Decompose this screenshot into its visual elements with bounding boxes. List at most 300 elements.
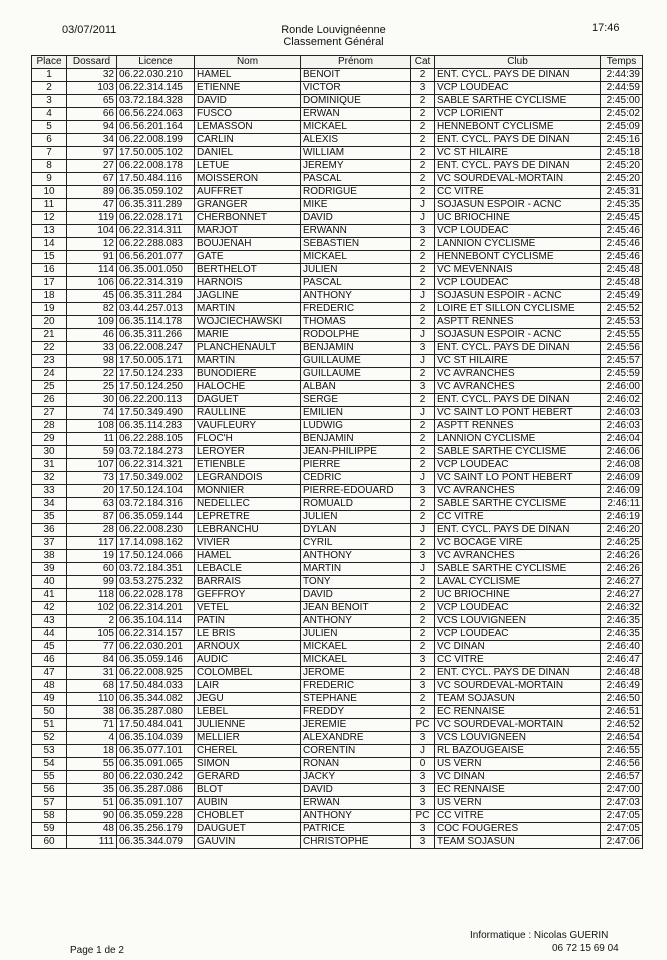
table-row (32, 108, 643, 121)
cell-licence: 03.44.257.013 (117, 303, 195, 316)
cell-prenom: JEAN-PHILIPPE (301, 446, 411, 459)
cell-dossard: 66 (67, 108, 117, 121)
table-row (32, 784, 643, 797)
table-row (32, 550, 643, 563)
cell-prenom: RONAN (301, 758, 411, 771)
table-row (32, 238, 643, 251)
cell-club: UC BRIOCHINE (435, 589, 601, 602)
table-row (32, 147, 643, 160)
cell-licence: 06.22.008.925 (117, 667, 195, 680)
table-row (32, 433, 643, 446)
cell-nom: LE BRIS (195, 628, 301, 641)
table-row (32, 576, 643, 589)
cell-prenom: FREDERIC (301, 303, 411, 316)
table-row (32, 95, 643, 108)
cell-nom: CHOBLET (195, 810, 301, 823)
cell-club: ENT. CYCL. PAYS DE DINAN (435, 667, 601, 680)
cell-place: 20 (32, 316, 67, 329)
cell-cat: PC (411, 810, 435, 823)
cell-place: 24 (32, 368, 67, 381)
cell-nom: BOUJENAH (195, 238, 301, 251)
table-row (32, 641, 643, 654)
cell-dossard: 27 (67, 160, 117, 173)
cell-cat: 3 (411, 550, 435, 563)
cell-nom: ETIENNE (195, 82, 301, 95)
cell-cat: 0 (411, 758, 435, 771)
cell-dossard: 73 (67, 472, 117, 485)
table-row (32, 355, 643, 368)
cell-licence: 06.35.059.144 (117, 511, 195, 524)
cell-dossard: 20 (67, 485, 117, 498)
cell-cat: 2 (411, 498, 435, 511)
cell-cat: 2 (411, 147, 435, 160)
table-row (32, 472, 643, 485)
cell-prenom: CYRIL (301, 537, 411, 550)
cell-prenom: MICKAEL (301, 654, 411, 667)
cell-cat: 2 (411, 459, 435, 472)
cell-place: 56 (32, 784, 67, 797)
cell-temps: 2:46:09 (601, 472, 643, 485)
header-row (32, 56, 643, 69)
cell-dossard: 99 (67, 576, 117, 589)
cell-prenom: EMILIEN (301, 407, 411, 420)
cell-prenom: ALEXIS (301, 134, 411, 147)
cell-dossard: 28 (67, 524, 117, 537)
cell-prenom: ANTHONY (301, 810, 411, 823)
cell-prenom: ROMUALD (301, 498, 411, 511)
col-licence: Licence (117, 56, 195, 69)
cell-licence: 06.35.104.114 (117, 615, 195, 628)
table-row (32, 680, 643, 693)
cell-place: 42 (32, 602, 67, 615)
cell-club: SOJASUN ESPOIR - ACNC (435, 290, 601, 303)
cell-nom: HAMEL (195, 550, 301, 563)
cell-prenom: ERWAN (301, 108, 411, 121)
cell-prenom: DAVID (301, 212, 411, 225)
cell-club: HENNEBONT CYCLISME (435, 121, 601, 134)
cell-temps: 2:45:55 (601, 329, 643, 342)
cell-place: 41 (32, 589, 67, 602)
cell-cat: 3 (411, 836, 435, 849)
cell-temps: 2:47:00 (601, 784, 643, 797)
cell-club: VCP LOUDEAC (435, 277, 601, 290)
cell-place: 9 (32, 173, 67, 186)
cell-temps: 2:44:59 (601, 82, 643, 95)
cell-temps: 2:45:48 (601, 264, 643, 277)
cell-place: 4 (32, 108, 67, 121)
cell-dossard: 119 (67, 212, 117, 225)
cell-temps: 2:45:18 (601, 147, 643, 160)
cell-cat: 2 (411, 420, 435, 433)
cell-place: 3 (32, 95, 67, 108)
table-row (32, 537, 643, 550)
cell-cat: J (411, 524, 435, 537)
cell-place: 8 (32, 160, 67, 173)
cell-club: SOJASUN ESPOIR - ACNC (435, 199, 601, 212)
cell-prenom: PASCAL (301, 277, 411, 290)
cell-prenom: MIKE (301, 199, 411, 212)
cell-prenom: MICKAEL (301, 641, 411, 654)
cell-licence: 06.22.200.113 (117, 394, 195, 407)
cell-club: LANNION CYCLISME (435, 433, 601, 446)
cell-club: TEAM SOJASUN (435, 693, 601, 706)
table-row (32, 836, 643, 849)
cell-temps: 2:45:49 (601, 290, 643, 303)
table-row (32, 173, 643, 186)
cell-dossard: 89 (67, 186, 117, 199)
cell-dossard: 77 (67, 641, 117, 654)
cell-nom: HAMEL (195, 69, 301, 82)
cell-prenom: LUDWIG (301, 420, 411, 433)
cell-place: 55 (32, 771, 67, 784)
table-row (32, 459, 643, 472)
cell-licence: 06.56.201.077 (117, 251, 195, 264)
cell-licence: 06.35.256.179 (117, 823, 195, 836)
col-temps: Temps (601, 56, 643, 69)
cell-licence: 06.22.030.242 (117, 771, 195, 784)
cell-dossard: 51 (67, 797, 117, 810)
cell-dossard: 19 (67, 550, 117, 563)
cell-prenom: RODRIGUE (301, 186, 411, 199)
cell-nom: PLANCHENAULT (195, 342, 301, 355)
cell-temps: 2:46:08 (601, 459, 643, 472)
cell-prenom: JEAN BENOIT (301, 602, 411, 615)
cell-place: 19 (32, 303, 67, 316)
cell-club: UC BRIOCHINE (435, 212, 601, 225)
cell-prenom: JULIEN (301, 511, 411, 524)
cell-club: VC DINAN (435, 641, 601, 654)
cell-licence: 06.22.008.199 (117, 134, 195, 147)
cell-temps: 2:45:20 (601, 160, 643, 173)
cell-place: 54 (32, 758, 67, 771)
cell-dossard: 110 (67, 693, 117, 706)
cell-nom: JEGU (195, 693, 301, 706)
cell-place: 2 (32, 82, 67, 95)
cell-place: 22 (32, 342, 67, 355)
cell-club: LOIRE ET SILLON CYCLISME (435, 303, 601, 316)
cell-dossard: 47 (67, 199, 117, 212)
cell-licence: 03.72.184.328 (117, 95, 195, 108)
cell-club: VC ST HILAIRE (435, 147, 601, 160)
cell-place: 1 (32, 69, 67, 82)
cell-temps: 2:46:20 (601, 524, 643, 537)
cell-club: VC SAINT LO PONT HEBERT (435, 407, 601, 420)
cell-cat: 3 (411, 823, 435, 836)
cell-place: 10 (32, 186, 67, 199)
cell-licence: 06.22.008.247 (117, 342, 195, 355)
cell-place: 33 (32, 485, 67, 498)
cell-prenom: BENOIT (301, 69, 411, 82)
cell-licence: 17.14.098.162 (117, 537, 195, 550)
cell-temps: 2:45:46 (601, 238, 643, 251)
cell-cat: 2 (411, 264, 435, 277)
table-row (32, 615, 643, 628)
table-row (32, 810, 643, 823)
cell-nom: COLOMBEL (195, 667, 301, 680)
cell-cat: J (411, 355, 435, 368)
cell-temps: 2:46:26 (601, 563, 643, 576)
cell-temps: 2:46:50 (601, 693, 643, 706)
cell-temps: 2:46:52 (601, 719, 643, 732)
cell-dossard: 33 (67, 342, 117, 355)
cell-dossard: 46 (67, 329, 117, 342)
cell-prenom: JULIEN (301, 628, 411, 641)
table-row (32, 485, 643, 498)
cell-place: 14 (32, 238, 67, 251)
table-row (32, 251, 643, 264)
cell-club: VCP LOUDEAC (435, 82, 601, 95)
cell-club: VC DINAN (435, 771, 601, 784)
cell-dossard: 94 (67, 121, 117, 134)
cell-cat: J (411, 472, 435, 485)
cell-licence: 17.50.124.104 (117, 485, 195, 498)
cell-cat: 2 (411, 95, 435, 108)
cell-cat: J (411, 199, 435, 212)
cell-licence: 17.50.349.002 (117, 472, 195, 485)
table-row (32, 394, 643, 407)
cell-temps: 2:46:00 (601, 381, 643, 394)
cell-cat: 2 (411, 134, 435, 147)
cell-temps: 2:46:32 (601, 602, 643, 615)
cell-licence: 06.22.288.083 (117, 238, 195, 251)
cell-dossard: 60 (67, 563, 117, 576)
cell-cat: 2 (411, 121, 435, 134)
cell-prenom: RODOLPHE (301, 329, 411, 342)
cell-club: ENT. CYCL. PAYS DE DINAN (435, 160, 601, 173)
cell-dossard: 4 (67, 732, 117, 745)
cell-nom: ARNOUX (195, 641, 301, 654)
cell-club: ASPTT RENNES (435, 316, 601, 329)
cell-nom: PATIN (195, 615, 301, 628)
cell-prenom: DAVID (301, 589, 411, 602)
table-row (32, 706, 643, 719)
cell-club: US VERN (435, 758, 601, 771)
cell-licence: 17.50.484.033 (117, 680, 195, 693)
cell-licence: 06.35.344.082 (117, 693, 195, 706)
cell-prenom: CEDRIC (301, 472, 411, 485)
cell-nom: GERARD (195, 771, 301, 784)
cell-temps: 2:46:54 (601, 732, 643, 745)
cell-nom: SIMON (195, 758, 301, 771)
cell-prenom: PIERRE-EDOUARD (301, 485, 411, 498)
cell-place: 36 (32, 524, 67, 537)
cell-prenom: GUILLAUME (301, 355, 411, 368)
cell-club: VC AVRANCHES (435, 381, 601, 394)
cell-prenom: VICTOR (301, 82, 411, 95)
cell-cat: 3 (411, 732, 435, 745)
cell-cat: 3 (411, 485, 435, 498)
table-row (32, 160, 643, 173)
cell-cat: 2 (411, 641, 435, 654)
cell-place: 50 (32, 706, 67, 719)
cell-place: 28 (32, 420, 67, 433)
cell-dossard: 80 (67, 771, 117, 784)
cell-club: ENT. CYCL. PAYS DE DINAN (435, 394, 601, 407)
cell-licence: 06.35.091.065 (117, 758, 195, 771)
cell-temps: 2:45:35 (601, 199, 643, 212)
cell-temps: 2:46:11 (601, 498, 643, 511)
cell-club: ENT. CYCL. PAYS DE DINAN (435, 69, 601, 82)
cell-club: LAVAL CYCLISME (435, 576, 601, 589)
cell-cat: J (411, 407, 435, 420)
cell-temps: 2:47:05 (601, 823, 643, 836)
cell-cat: J (411, 212, 435, 225)
cell-dossard: 30 (67, 394, 117, 407)
cell-licence: 06.22.030.210 (117, 69, 195, 82)
cell-licence: 03.53.275.232 (117, 576, 195, 589)
cell-nom: MARTIN (195, 303, 301, 316)
cell-licence: 06.35.077.101 (117, 745, 195, 758)
cell-nom: GEFFROY (195, 589, 301, 602)
cell-temps: 2:46:55 (601, 745, 643, 758)
cell-place: 32 (32, 472, 67, 485)
cell-place: 13 (32, 225, 67, 238)
cell-dossard: 90 (67, 810, 117, 823)
cell-place: 43 (32, 615, 67, 628)
cell-dossard: 105 (67, 628, 117, 641)
cell-club: VC AVRANCHES (435, 485, 601, 498)
table-row (32, 303, 643, 316)
cell-dossard: 103 (67, 82, 117, 95)
cell-place: 7 (32, 147, 67, 160)
cell-place: 60 (32, 836, 67, 849)
cell-prenom: WILLIAM (301, 147, 411, 160)
cell-temps: 2:46:35 (601, 628, 643, 641)
cell-licence: 06.35.311.289 (117, 199, 195, 212)
table-row (32, 732, 643, 745)
table-row (32, 719, 643, 732)
cell-dossard: 32 (67, 69, 117, 82)
cell-licence: 06.35.311.284 (117, 290, 195, 303)
cell-cat: 3 (411, 680, 435, 693)
cell-temps: 2:46:57 (601, 771, 643, 784)
cell-nom: BUNODIERE (195, 368, 301, 381)
cell-cat: 3 (411, 381, 435, 394)
cell-nom: HARNOIS (195, 277, 301, 290)
cell-nom: BLOT (195, 784, 301, 797)
cell-cat: 3 (411, 784, 435, 797)
cell-dossard: 109 (67, 316, 117, 329)
cell-licence: 06.22.028.171 (117, 212, 195, 225)
cell-dossard: 31 (67, 667, 117, 680)
cell-nom: LEBRANCHU (195, 524, 301, 537)
cell-temps: 2:46:56 (601, 758, 643, 771)
cell-dossard: 82 (67, 303, 117, 316)
cell-cat: 2 (411, 316, 435, 329)
cell-club: CC VITRE (435, 511, 601, 524)
cell-prenom: ALEXANDRE (301, 732, 411, 745)
cell-temps: 2:45:46 (601, 251, 643, 264)
cell-temps: 2:45:57 (601, 355, 643, 368)
cell-place: 23 (32, 355, 67, 368)
cell-dossard: 22 (67, 368, 117, 381)
table-row (32, 498, 643, 511)
cell-club: ENT. CYCL. PAYS DE DINAN (435, 342, 601, 355)
cell-club: ENT. CYCL. PAYS DE DINAN (435, 524, 601, 537)
cell-club: HENNEBONT CYCLISME (435, 251, 601, 264)
table-row (32, 121, 643, 134)
cell-nom: MOISSERON (195, 173, 301, 186)
cell-cat: 3 (411, 771, 435, 784)
cell-place: 49 (32, 693, 67, 706)
cell-dossard: 91 (67, 251, 117, 264)
cell-nom: VAUFLEURY (195, 420, 301, 433)
cell-place: 15 (32, 251, 67, 264)
cell-licence: 06.35.059.146 (117, 654, 195, 667)
cell-cat: 2 (411, 186, 435, 199)
table-row (32, 589, 643, 602)
cell-cat: J (411, 290, 435, 303)
table-row (32, 758, 643, 771)
cell-temps: 2:46:47 (601, 654, 643, 667)
table-row (32, 199, 643, 212)
cell-cat: 2 (411, 173, 435, 186)
cell-temps: 2:45:45 (601, 212, 643, 225)
cell-place: 57 (32, 797, 67, 810)
cell-temps: 2:46:35 (601, 615, 643, 628)
cell-dossard: 107 (67, 459, 117, 472)
table-row (32, 667, 643, 680)
cell-nom: LEGRANDOIS (195, 472, 301, 485)
cell-prenom: PASCAL (301, 173, 411, 186)
cell-cat: 3 (411, 342, 435, 355)
cell-prenom: ERWAN (301, 797, 411, 810)
cell-dossard: 67 (67, 173, 117, 186)
cell-club: LANNION CYCLISME (435, 238, 601, 251)
table-row (32, 329, 643, 342)
cell-prenom: DYLAN (301, 524, 411, 537)
cell-nom: BARRAIS (195, 576, 301, 589)
cell-temps: 2:45:56 (601, 342, 643, 355)
cell-place: 25 (32, 381, 67, 394)
cell-prenom: GUILLAUME (301, 368, 411, 381)
table-row (32, 407, 643, 420)
cell-club: RL BAZOUGEAISE (435, 745, 601, 758)
cell-nom: FUSCO (195, 108, 301, 121)
cell-licence: 06.35.114.178 (117, 316, 195, 329)
cell-dossard: 65 (67, 95, 117, 108)
table-row (32, 628, 643, 641)
cell-place: 31 (32, 459, 67, 472)
cell-cat: 2 (411, 511, 435, 524)
cell-club: VCS LOUVIGNEEN (435, 615, 601, 628)
cell-licence: 06.35.344.079 (117, 836, 195, 849)
cell-dossard: 48 (67, 823, 117, 836)
cell-nom: WOJCIECHAWSKI (195, 316, 301, 329)
cell-club: ENT. CYCL. PAYS DE DINAN (435, 134, 601, 147)
table-row (32, 511, 643, 524)
cell-cat: J (411, 563, 435, 576)
cell-nom: MONNIER (195, 485, 301, 498)
cell-prenom: DAVID (301, 784, 411, 797)
cell-prenom: ANTHONY (301, 550, 411, 563)
cell-place: 11 (32, 199, 67, 212)
cell-nom: JULIENNE (195, 719, 301, 732)
table-row (32, 186, 643, 199)
cell-cat: 2 (411, 277, 435, 290)
cell-prenom: PATRICE (301, 823, 411, 836)
cell-licence: 06.22.314.201 (117, 602, 195, 615)
cell-prenom: STEPHANE (301, 693, 411, 706)
cell-temps: 2:46:49 (601, 680, 643, 693)
cell-nom: LEMASSON (195, 121, 301, 134)
cell-dossard: 104 (67, 225, 117, 238)
cell-temps: 2:46:06 (601, 446, 643, 459)
cell-club: SABLE SARTHE CYCLISME (435, 498, 601, 511)
cell-nom: NEDELLEC (195, 498, 301, 511)
cell-licence: 06.35.104.039 (117, 732, 195, 745)
cell-place: 51 (32, 719, 67, 732)
